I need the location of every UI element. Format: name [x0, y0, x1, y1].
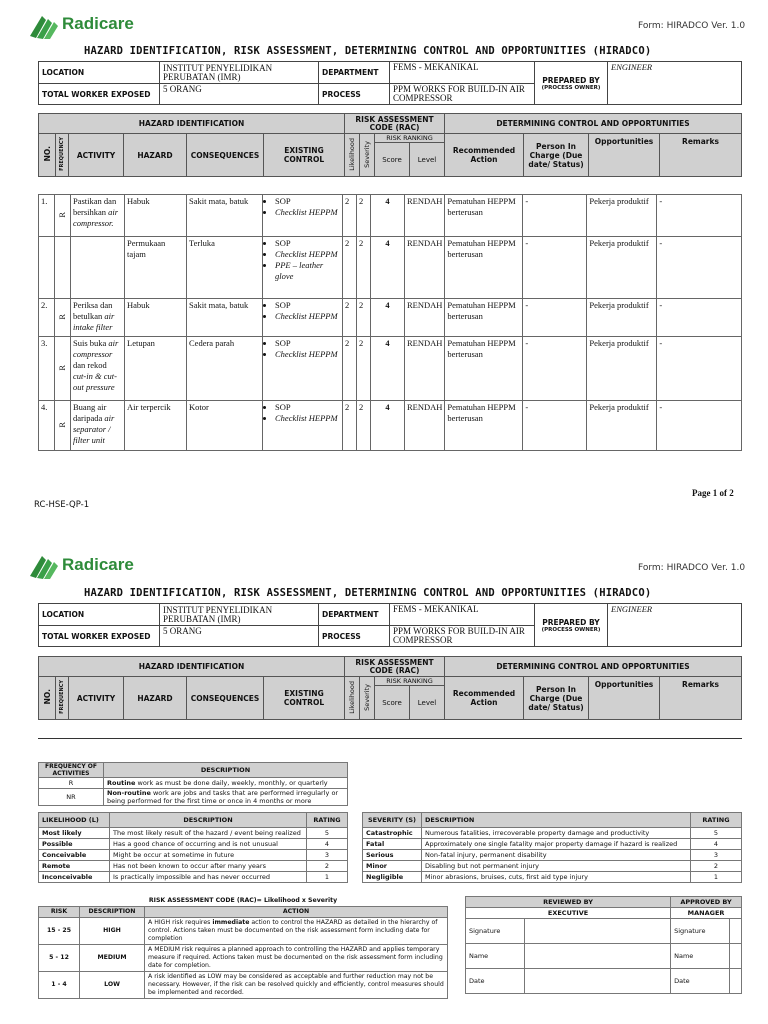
row-level: RENDAH	[405, 237, 445, 299]
approved-by-header: APPROVED BY	[671, 897, 742, 908]
row-consequence: Kotor	[187, 401, 263, 451]
row-score: 4	[371, 401, 405, 451]
row-opportunities: Pekerja produktif	[587, 195, 657, 237]
row-no: 3.	[39, 337, 55, 401]
frequency-col-header: FREQUENCY OF ACTIVITIES	[39, 763, 104, 778]
row-level: RENDAH	[405, 337, 445, 401]
row-recommended: Pematuhan HEPPM berterusan	[445, 337, 523, 401]
row-consequence: Sakit mata, batuk	[187, 195, 263, 237]
prepared-by-label: PREPARED BY (PROCESS OWNER)	[535, 604, 608, 647]
row-remarks: -	[657, 195, 742, 237]
form-version: Form: HIRADCO Ver. 1.0	[638, 21, 746, 31]
row-level: RENDAH	[405, 195, 445, 237]
signature-label: Signature	[671, 919, 730, 944]
row-hazard: Habuk	[125, 299, 187, 337]
workers-value: 5 ORANG	[160, 84, 319, 105]
no-header: NO.	[42, 146, 52, 162]
brand-name-2: Radicare	[62, 555, 134, 574]
opportunities-header: Opportunities	[589, 677, 660, 720]
score-header: Score	[375, 143, 410, 177]
table-row: 5 - 12 MEDIUM A MEDIUM risk requires a planned approach to controlling the HAZARD and applies temporary measure if required. Actions taken must be documented on the risk assessment form including date for completion.	[39, 945, 448, 972]
hazard-header-table-2	[38, 656, 742, 720]
description-col-header: DESCRIPTION	[104, 763, 348, 778]
consequences-header: CONSEQUENCES	[187, 677, 264, 720]
row-opportunities: Pekerja produktif	[587, 401, 657, 451]
page-title-2: HAZARD IDENTIFICATION, RISK ASSESSMENT, DETERMINING CONTROL AND OPPORTUNITIES (HIRADCO)	[84, 587, 652, 599]
remarks-header: Remarks	[660, 134, 742, 177]
row-recommended: Pematuhan HEPPM berterusan	[445, 195, 523, 237]
table-row: Inconceivable Is practically impossible and has never occurred 1	[39, 872, 348, 883]
approver-date-field[interactable]	[730, 969, 742, 994]
process-label: PROCESS	[319, 626, 390, 647]
name-label: Name	[466, 944, 525, 969]
row-remarks: -	[657, 401, 742, 451]
frequency-legend-table	[38, 762, 348, 806]
location-value: INSTITUT PENYELIDIKAN PERUBATAN (IMR)	[160, 62, 319, 84]
table-row	[39, 195, 742, 237]
consequences-header: CONSEQUENCES	[187, 134, 264, 177]
severity-legend-table	[362, 812, 742, 883]
frequency-header: FREQUENCY	[59, 137, 65, 171]
person-header: Person In Charge (Due date/ Status)	[524, 677, 589, 720]
row-severity: 2	[357, 299, 371, 337]
executive-label: EXECUTIVE	[466, 908, 671, 919]
row-severity: 2	[357, 337, 371, 401]
department-value: FEMS - MEKANIKAL	[390, 62, 535, 84]
row-opportunities: Pekerja produktif	[587, 337, 657, 401]
location-value: INSTITUT PENYELIDIKAN PERUBATAN (IMR)	[160, 604, 319, 626]
reviewer-date-field[interactable]	[525, 969, 671, 994]
likelihood-col-header: LIKELIHOOD (L)	[39, 813, 110, 828]
location-label: LOCATION	[39, 62, 160, 84]
row-likelihood: 2	[343, 237, 357, 299]
row-frequency: R	[57, 422, 67, 428]
table-row: Remote Has not been known to occur after many years 2	[39, 861, 348, 872]
process-label: PROCESS	[319, 84, 390, 105]
row-consequence: Sakit mata, batuk	[187, 299, 263, 337]
frequency-desc: Routine work as must be done daily, weekly, monthly, or quarterly	[104, 778, 348, 789]
determining-header: DETERMINING CONTROL AND OPPORTUNITIES	[445, 114, 742, 134]
table-row: Minor Disabling but not permanent injury 2	[363, 861, 742, 872]
prepared-by-value: ENGINEER	[608, 604, 742, 647]
description-col-header: DESCRIPTION	[110, 813, 307, 828]
footer-code: RC-HSE-QP-1	[34, 500, 90, 510]
activity-header: ACTIVITY	[69, 677, 124, 720]
table-row	[39, 401, 742, 451]
row-person: -	[523, 299, 587, 337]
row-likelihood: 2	[343, 299, 357, 337]
page-number: Page 1 of 2	[692, 488, 734, 498]
level-header: Level	[410, 143, 445, 177]
hazard-header: HAZARD	[124, 134, 187, 177]
row-level: RENDAH	[405, 401, 445, 451]
workers-value: 5 ORANG	[160, 626, 319, 647]
reviewer-name-field[interactable]	[525, 944, 671, 969]
frequency-desc: Non-routine work are jobs and tasks that are performed irregularly or being performed for the first time or once in 4 months or more	[104, 789, 348, 806]
row-opportunities: Pekerja produktif	[587, 237, 657, 299]
remarks-header: Remarks	[660, 677, 742, 720]
description-col-header: DESCRIPTION	[80, 907, 145, 918]
date-label: Date	[671, 969, 730, 994]
company-logo-2	[28, 550, 60, 584]
frequency-code: NR	[39, 789, 104, 806]
existing-control-header: EXISTING CONTROL	[264, 134, 345, 177]
department-label: DEPARTMENT	[319, 62, 390, 84]
recommended-header: Recommended Action	[445, 677, 524, 720]
row-recommended: Pematuhan HEPPM berterusan	[445, 299, 523, 337]
row-activity: Buang air daripada air separator / filter unit	[71, 401, 125, 451]
frequency-header: FREQUENCY	[59, 680, 65, 714]
row-person: -	[523, 195, 587, 237]
row-score: 4	[371, 337, 405, 401]
prepared-by-value: ENGINEER	[608, 62, 742, 105]
manager-label: MANAGER	[671, 908, 742, 919]
form-version-2: Form: HIRADCO Ver. 1.0	[638, 563, 746, 573]
existing-control-header: EXISTING CONTROL	[264, 677, 345, 720]
table-row: Possible Has a good chance of occurring and is not unusual 4	[39, 839, 348, 850]
radicare-logo-icon	[28, 10, 60, 40]
row-recommended: Pematuhan HEPPM berterusan	[445, 237, 523, 299]
row-activity: Pastikan dan bersihkan air compressor.	[71, 195, 125, 237]
divider	[38, 738, 742, 739]
person-header: Person In Charge (Due date/ Status)	[524, 134, 589, 177]
row-likelihood: 2	[343, 337, 357, 401]
row-person: -	[523, 401, 587, 451]
severity-col-header: SEVERITY (S)	[363, 813, 422, 828]
determining-header: DETERMINING CONTROL AND OPPORTUNITIES	[445, 657, 742, 677]
department-label: DEPARTMENT	[319, 604, 390, 626]
row-controls: • SOP • Checklist HEPPM	[263, 337, 343, 401]
row-hazard: Air terpercik	[125, 401, 187, 451]
row-controls: • SOP • Checklist HEPPM • PPE – leather glove	[263, 237, 343, 299]
hazard-identification-header: HAZARD IDENTIFICATION	[39, 114, 345, 134]
row-level: RENDAH	[405, 299, 445, 337]
table-row	[39, 299, 742, 337]
process-value: PPM WORKS FOR BUILD-IN AIR COMPRESSOR	[390, 626, 535, 647]
rac-legend-table	[38, 896, 448, 999]
radicare-logo-icon	[28, 550, 60, 580]
hazard-identification-header: HAZARD IDENTIFICATION	[39, 657, 345, 677]
rac-header: RISK ASSESSMENT CODE (RAC)	[345, 657, 445, 677]
risk-ranking-header: RISK RANKING	[375, 134, 445, 143]
table-row: Negligible Minor abrasions, bruises, cuts, first aid type injury 1	[363, 872, 742, 883]
likelihood-legend-table	[38, 812, 348, 883]
name-label: Name	[671, 944, 730, 969]
no-header: NO.	[42, 689, 52, 705]
table-row: Serious Non-fatal injury, permanent disability 3	[363, 850, 742, 861]
reviewed-by-header: REVIEWED BY	[466, 897, 671, 908]
likelihood-header: Likelihood	[348, 680, 356, 714]
table-row: Fatal Approximately one single fatality major property damage if hazard is realized 4	[363, 839, 742, 850]
row-person: -	[523, 337, 587, 401]
row-remarks: -	[657, 299, 742, 337]
table-row: Conceivable Might be occur at sometime in future 3	[39, 850, 348, 861]
row-likelihood: 2	[343, 195, 357, 237]
row-consequence: Terluka	[187, 237, 263, 299]
row-frequency: R	[57, 212, 67, 218]
row-likelihood: 2	[343, 401, 357, 451]
row-controls: • SOP • Checklist HEPPM	[263, 299, 343, 337]
table-row: Catastrophic Numerous fatalities, irrecoverable property damage and productivity 5	[363, 828, 742, 839]
table-row: 1 - 4 LOW A risk identified as LOW may be considered as acceptable and further reduction may not be necessary. However, if the risk can be resolved quickly and efficiently, control measures should be implemented and recorded.	[39, 972, 448, 999]
date-label: Date	[466, 969, 525, 994]
activity-header: ACTIVITY	[69, 134, 124, 177]
reviewer-signature-field[interactable]	[525, 919, 671, 944]
severity-header: Severity	[363, 140, 371, 168]
row-severity: 2	[357, 237, 371, 299]
department-value: FEMS - MEKANIKAL	[390, 604, 535, 626]
row-score: 4	[371, 299, 405, 337]
frequency-code: R	[39, 778, 104, 789]
row-recommended: Pematuhan HEPPM berterusan	[445, 401, 523, 451]
info-table-2	[38, 603, 742, 647]
location-label: LOCATION	[39, 604, 160, 626]
level-header: Level	[410, 686, 445, 720]
signature-label: Signature	[466, 919, 525, 944]
row-person: -	[523, 237, 587, 299]
rating-col-header: RATING	[307, 813, 348, 828]
row-remarks: -	[657, 337, 742, 401]
approver-signature-field[interactable]	[730, 919, 742, 944]
risk-ranking-header: RISK RANKING	[375, 677, 445, 686]
opportunities-header: Opportunities	[589, 134, 660, 177]
brand-name: Radicare	[62, 14, 134, 33]
row-frequency: R	[57, 365, 67, 371]
info-table	[38, 61, 742, 105]
table-row	[39, 778, 348, 789]
row-frequency: R	[57, 314, 67, 320]
rating-col-header: RATING	[691, 813, 742, 828]
recommended-header: Recommended Action	[445, 134, 524, 177]
approver-name-field[interactable]	[730, 944, 742, 969]
row-score: 4	[371, 195, 405, 237]
likelihood-header: Likelihood	[348, 137, 356, 171]
table-row: Most likely The most likely result of the hazard / event being realized 5	[39, 828, 348, 839]
row-consequence: Cedera parah	[187, 337, 263, 401]
row-no: 4.	[39, 401, 55, 451]
row-hazard: Letupan	[125, 337, 187, 401]
table-row	[39, 237, 742, 299]
company-logo	[28, 10, 60, 44]
rac-legend-title: RISK ASSESSMENT CODE (RAC)= Likelihood x Severity	[39, 896, 448, 907]
row-activity: Periksa dan betulkan air intake filter	[71, 299, 125, 337]
row-hazard: Permukaan tajam	[125, 237, 187, 299]
score-header: Score	[375, 686, 410, 720]
action-col-header: ACTION	[145, 907, 448, 918]
workers-label: TOTAL WORKER EXPOSED	[39, 626, 160, 647]
row-controls: • SOP • Checklist HEPPM	[263, 401, 343, 451]
row-no: 1.	[39, 195, 55, 237]
hazard-header: HAZARD	[124, 677, 187, 720]
row-activity: Suis buka air compressor dan rekod cut-in & cut-out pressure	[71, 337, 125, 401]
row-severity: 2	[357, 401, 371, 451]
row-hazard: Habuk	[125, 195, 187, 237]
row-severity: 2	[357, 195, 371, 237]
severity-header: Severity	[363, 683, 371, 711]
row-score: 4	[371, 237, 405, 299]
prepared-by-label: PREPARED BY (PROCESS OWNER)	[535, 62, 608, 105]
hazard-header-table	[38, 113, 742, 177]
row-opportunities: Pekerja produktif	[587, 299, 657, 337]
table-row: 15 - 25 HIGH A HIGH risk requires immediate action to control the HAZARD as detailed in the hierarchy of control. Actions taken must be documented on the risk assessment form including date for completion	[39, 918, 448, 945]
risk-col-header: RISK	[39, 907, 80, 918]
process-value: PPM WORKS FOR BUILD-IN AIR COMPRESSOR	[390, 84, 535, 105]
table-row	[39, 789, 348, 806]
workers-label: TOTAL WORKER EXPOSED	[39, 84, 160, 105]
signoff-table	[465, 896, 742, 994]
page-title: HAZARD IDENTIFICATION, RISK ASSESSMENT, DETERMINING CONTROL AND OPPORTUNITIES (HIRADCO)	[84, 45, 652, 57]
row-remarks: -	[657, 237, 742, 299]
rac-header: RISK ASSESSMENT CODE (RAC)	[345, 114, 445, 134]
description-col-header: DESCRIPTION	[422, 813, 691, 828]
table-row	[39, 337, 742, 401]
row-controls: • SOP • Checklist HEPPM	[263, 195, 343, 237]
hazard-body-table	[38, 194, 742, 451]
row-no: 2.	[39, 299, 55, 337]
